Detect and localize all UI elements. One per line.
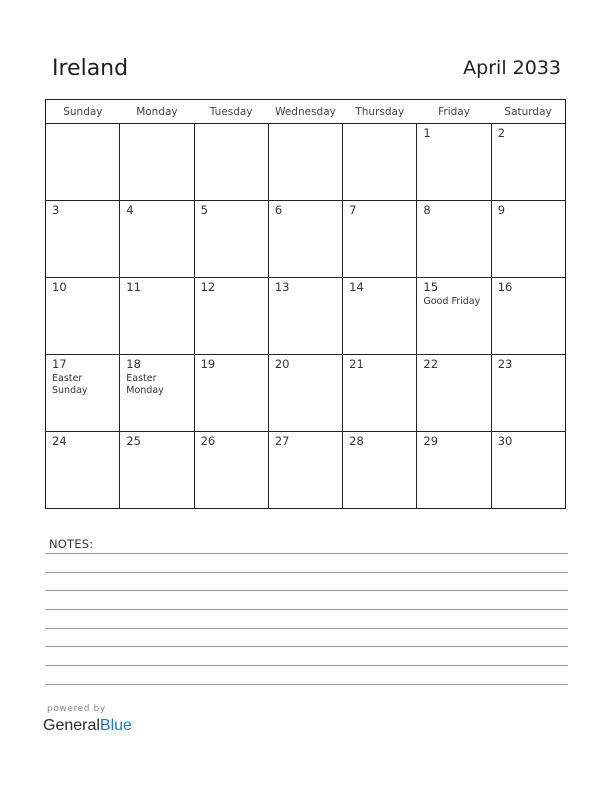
day-number: 4 xyxy=(126,203,134,217)
weekday-friday: Friday xyxy=(417,100,491,124)
calendar-day-cell xyxy=(343,201,417,278)
generalblue-logo xyxy=(43,717,132,735)
calendar-day-cell xyxy=(268,278,342,355)
brand-name-blue: Blue xyxy=(99,717,132,734)
holiday-label: Easter Monday xyxy=(126,373,164,396)
calendar-day-cell xyxy=(46,201,120,278)
weekday-wednesday: Wednesday xyxy=(268,100,342,124)
notes-line xyxy=(45,553,568,554)
day-number: 26 xyxy=(200,434,216,448)
day-number: 12 xyxy=(200,280,216,294)
calendar-day-cell xyxy=(46,355,120,432)
holiday-label: Good Friday xyxy=(423,296,481,307)
day-number: 20 xyxy=(274,357,290,371)
day-number: 16 xyxy=(497,280,513,294)
calendar-day-cell xyxy=(268,201,342,278)
calendar-week-row xyxy=(46,355,566,432)
brand-name-general: General xyxy=(43,717,100,734)
weekday-thursday: Thursday xyxy=(343,100,417,124)
calendar-day-cell xyxy=(491,278,565,355)
calendar-day-cell xyxy=(46,124,120,201)
weekday-saturday: Saturday xyxy=(491,100,565,124)
notes-line xyxy=(45,665,568,666)
calendar-day-cell xyxy=(120,432,194,509)
calendar-week-row xyxy=(46,124,566,201)
notes-line xyxy=(45,590,568,591)
holiday-label: Easter Sunday xyxy=(52,373,88,396)
day-number: 15 xyxy=(423,280,439,294)
day-number: 1 xyxy=(423,126,431,140)
calendar-day-cell xyxy=(120,355,194,432)
calendar-day-cell xyxy=(46,278,120,355)
notes-line xyxy=(45,628,568,629)
day-number: 22 xyxy=(423,357,439,371)
calendar-day-cell xyxy=(120,124,194,201)
calendar-week-row xyxy=(46,432,566,509)
notes-line xyxy=(45,609,568,610)
calendar-day-cell xyxy=(491,432,565,509)
day-number: 9 xyxy=(497,203,506,217)
day-number: 2 xyxy=(497,126,506,140)
weekday-monday: Monday xyxy=(120,100,194,124)
day-number: 11 xyxy=(126,280,141,294)
calendar-title: Ireland xyxy=(52,56,129,81)
day-number: 6 xyxy=(274,203,283,217)
calendar-day-cell xyxy=(417,432,491,509)
calendar-week-row xyxy=(46,201,566,278)
powered-by-text: powered by xyxy=(47,704,106,714)
calendar-month-year: April 2033 xyxy=(463,57,561,79)
calendar-day-cell xyxy=(343,432,417,509)
day-number: 25 xyxy=(126,434,141,448)
weekday-tuesday: Tuesday xyxy=(194,100,268,124)
calendar-day-cell xyxy=(417,355,491,432)
day-number: 5 xyxy=(200,203,208,217)
calendar-day-cell xyxy=(46,432,120,509)
calendar-day-cell xyxy=(194,201,268,278)
calendar-day-cell xyxy=(268,355,342,432)
day-number: 23 xyxy=(497,357,513,371)
calendar-day-cell xyxy=(268,124,342,201)
calendar-day-cell xyxy=(194,278,268,355)
notes-label: NOTES: xyxy=(49,537,94,551)
calendar-grid xyxy=(45,99,566,509)
day-number: 27 xyxy=(274,434,290,448)
day-number: 17 xyxy=(52,357,67,371)
calendar-day-cell xyxy=(120,201,194,278)
calendar-day-cell xyxy=(120,278,194,355)
day-number: 28 xyxy=(349,434,364,448)
calendar-day-cell xyxy=(194,355,268,432)
calendar-day-cell xyxy=(194,432,268,509)
day-number: 24 xyxy=(52,434,67,448)
calendar-day-cell xyxy=(491,124,565,201)
calendar-day-cell xyxy=(491,355,565,432)
day-number: 8 xyxy=(423,203,431,217)
day-number: 21 xyxy=(349,357,364,371)
weekday-sunday: Sunday xyxy=(46,100,120,124)
day-number: 7 xyxy=(349,203,357,217)
calendar-week-row xyxy=(46,278,566,355)
calendar-day-cell xyxy=(268,432,342,509)
calendar-day-cell xyxy=(343,278,417,355)
calendar-day-cell xyxy=(343,124,417,201)
calendar-day-cell xyxy=(343,355,417,432)
calendar-day-cell xyxy=(417,278,491,355)
calendar-day-cell xyxy=(491,201,565,278)
calendar-day-cell xyxy=(417,124,491,201)
day-number: 3 xyxy=(52,203,60,217)
day-number: 10 xyxy=(52,280,67,294)
day-number: 29 xyxy=(423,434,439,448)
notes-line xyxy=(45,684,568,685)
weekday-header-row xyxy=(46,100,566,124)
notes-line xyxy=(45,572,568,573)
day-number: 19 xyxy=(200,357,216,371)
day-number: 30 xyxy=(497,434,513,448)
day-number: 14 xyxy=(349,280,364,294)
day-number: 13 xyxy=(274,280,290,294)
day-number: 18 xyxy=(126,357,141,371)
calendar-day-cell xyxy=(194,124,268,201)
calendar-day-cell xyxy=(417,201,491,278)
notes-line xyxy=(45,646,568,647)
